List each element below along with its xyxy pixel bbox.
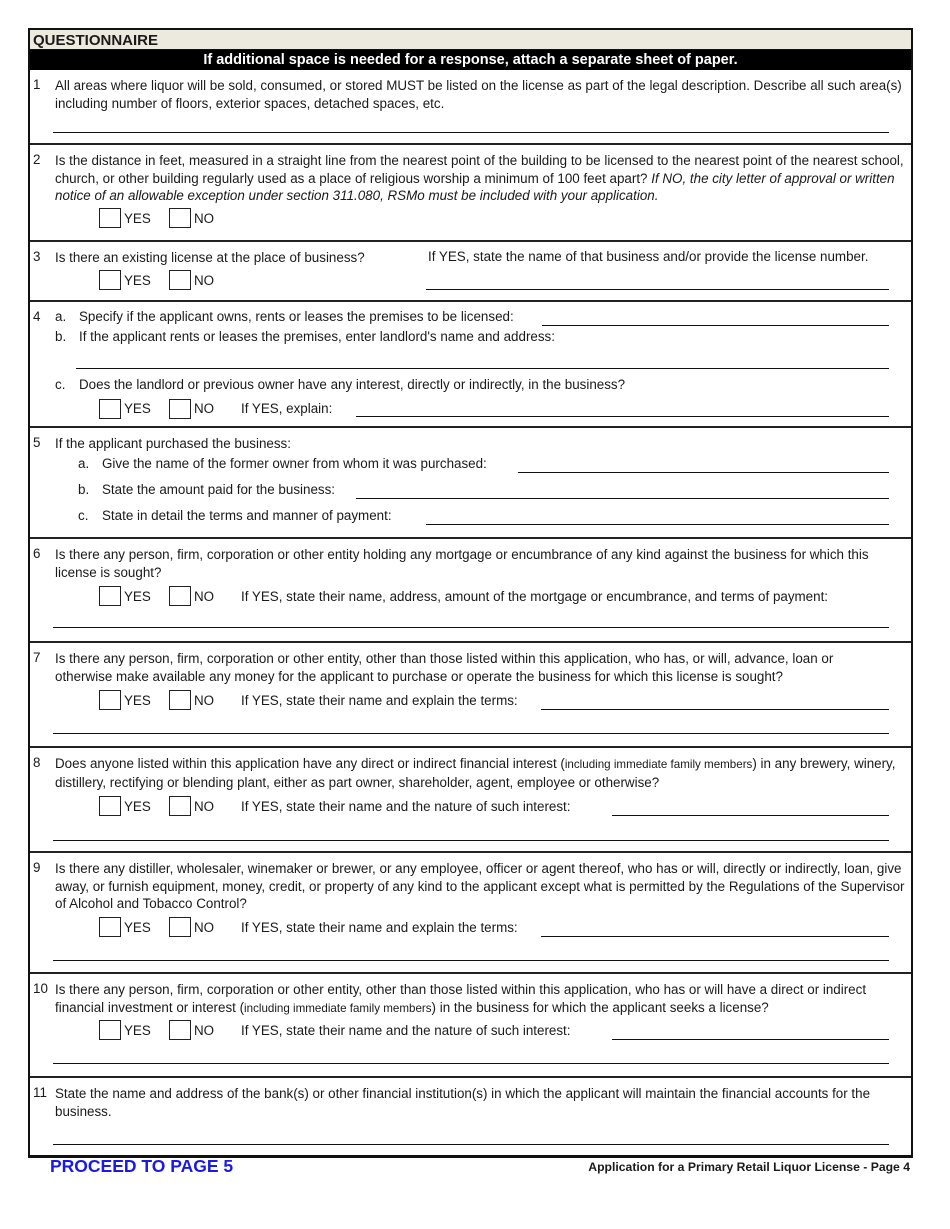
- yes-label: YES: [124, 401, 151, 416]
- question-text: Is there any distiller, wholesaler, winemaker or brewer, or any employee, officer or agent thereof, who has or will, directly or indirectly, loan, give away, or furnish equipment, money, credit, or property of any kind to the applicant except what is permitted by the Regulations of the Supervisor of Alcohol and Tobacco Control?: [55, 861, 905, 911]
- answer-line-2[interactable]: [53, 840, 889, 841]
- no-checkbox[interactable]: [169, 690, 191, 710]
- questionnaire-form: [28, 28, 913, 1158]
- answer-line-a[interactable]: [542, 325, 889, 326]
- question-number: 4: [33, 309, 41, 324]
- question-4: 4 a. Specify if the applicant owns, rents or leases the premises to be licensed: b. If the applicant rents or leases the premises, enter landlord's name and address: c. Does the landlord or previous owner have any interest, directly or indirectly, in the business? YES NO If YES, explain:: [30, 300, 911, 426]
- no-checkbox[interactable]: [169, 208, 191, 228]
- question-number: 1: [33, 77, 41, 92]
- question-number: 11: [33, 1085, 47, 1100]
- answer-line[interactable]: [426, 289, 889, 290]
- no-checkbox[interactable]: [169, 796, 191, 816]
- question-9: [30, 851, 911, 972]
- yes-checkbox[interactable]: [99, 917, 121, 937]
- answer-line[interactable]: [612, 815, 889, 816]
- no-label: NO: [194, 273, 215, 288]
- part-a-text: Specify if the applicant owns, rents or leases the premises to be licensed:: [79, 309, 514, 324]
- no-checkbox[interactable]: [169, 586, 191, 606]
- question-1: [30, 70, 911, 143]
- question-10: [30, 972, 911, 1076]
- yes-label: YES: [124, 1023, 151, 1038]
- question-2: [30, 143, 911, 240]
- answer-line[interactable]: [53, 132, 889, 133]
- answer-line-b[interactable]: [356, 498, 889, 499]
- yes-checkbox[interactable]: [99, 399, 121, 419]
- followup-text: If YES, state their name and the nature of such interest:: [241, 1023, 571, 1038]
- question-text: If the applicant purchased the business:: [55, 436, 291, 451]
- question-text: Is there an existing license at the place of business?: [55, 250, 365, 265]
- no-checkbox[interactable]: [169, 1020, 191, 1040]
- answer-line-c[interactable]: [426, 524, 889, 525]
- part-a-text: Give the name of the former owner from whom it was purchased:: [102, 456, 487, 471]
- yes-label: YES: [124, 273, 151, 288]
- yes-checkbox[interactable]: [99, 796, 121, 816]
- answer-line-2[interactable]: [53, 960, 889, 961]
- yes-label: YES: [124, 589, 151, 604]
- question-5: 5 If the applicant purchased the business: a. Give the name of the former owner from whom it was purchased: b. State the amount paid for the business: c. State in detail the terms and manner of payment:: [30, 426, 911, 537]
- followup-text: If YES, state their name and explain the terms:: [241, 693, 518, 708]
- question-number: 3: [33, 249, 41, 264]
- question-number: 10: [33, 981, 48, 996]
- followup-text: If YES, state the name of that business and/or provide the license number.: [428, 249, 869, 264]
- question-text: All areas where liquor will be sold, consumed, or stored MUST be listed on the license as part of the legal description. Describe all such area(s) including number of floors, exterior spaces, detached spaces, etc.: [55, 78, 902, 111]
- no-checkbox[interactable]: [169, 270, 191, 290]
- answer-line[interactable]: [53, 627, 889, 628]
- yes-checkbox[interactable]: [99, 1020, 121, 1040]
- followup-text: If YES, state their name and explain the terms:: [241, 920, 518, 935]
- question-text: Is there any person, firm, corporation or other entity, other than those listed within this application, who has, or will, advance, loan or otherwise make available any money for the applicant to purchase or operate the business for which this license is sought?: [55, 651, 834, 684]
- answer-line-2[interactable]: [53, 1063, 889, 1064]
- followup-text: If YES, state their name, address, amount of the mortgage or encumbrance, and terms of payment:: [241, 589, 829, 604]
- question-text: State the name and address of the bank(s) or other financial institution(s) in which the applicant will maintain the financial accounts for the business.: [55, 1086, 871, 1119]
- answer-line[interactable]: [612, 1039, 889, 1040]
- answer-line[interactable]: [541, 936, 889, 937]
- no-label: NO: [194, 401, 215, 416]
- no-checkbox[interactable]: [169, 399, 191, 419]
- question-number: 5: [33, 435, 41, 450]
- question-number: 2: [33, 152, 41, 167]
- yes-label: YES: [124, 920, 151, 935]
- followup-text: If YES, state their name and the nature of such interest:: [241, 799, 571, 814]
- part-b-text: State the amount paid for the business:: [102, 482, 335, 497]
- question-text: Is there any person, firm, corporation or other entity, other than those listed within this application, who has or will have a direct or indirect financial investment or interest (including immediate family members) in the business for which the applicant seeks a license?: [55, 982, 867, 1015]
- yes-checkbox[interactable]: [99, 270, 121, 290]
- question-note: If NO, the city letter of approval or written notice of an allowable exception under section 311.080, RSMo must be included with your application.: [55, 170, 895, 203]
- proceed-link: PROCEED TO PAGE 5: [50, 1156, 234, 1176]
- part-c-text: State in detail the terms and manner of payment:: [102, 508, 392, 523]
- question-text: Is the distance in feet, measured in a straight line from the nearest point of the building to be licensed to the nearest point of the nearest school, church, or other building regularly used as a place of religious worship a minimum of 100 feet apart?: [55, 153, 904, 186]
- question-number: 8: [33, 755, 41, 770]
- question-6: [30, 537, 911, 641]
- no-label: NO: [194, 211, 215, 226]
- answer-line-b[interactable]: [76, 368, 889, 369]
- yes-checkbox[interactable]: [99, 208, 121, 228]
- yes-label: YES: [124, 799, 151, 814]
- no-checkbox[interactable]: [169, 917, 191, 937]
- part-b-text: If the applicant rents or leases the premises, enter landlord's name and address:: [79, 329, 555, 344]
- no-label: NO: [194, 589, 215, 604]
- question-number: 6: [33, 546, 41, 561]
- question-8: [30, 746, 911, 851]
- page-label: Application for a Primary Retail Liquor License - Page 4: [588, 1160, 910, 1174]
- answer-line-c[interactable]: [356, 416, 889, 417]
- yes-label: YES: [124, 693, 151, 708]
- no-label: NO: [194, 920, 215, 935]
- question-text: Does anyone listed within this application have any direct or indirect financial interest (including immediate family members) in any brewery, winery, distillery, rectifying or blending plant, either as part owner, shareholder, agent, employee or otherwise?: [55, 756, 896, 790]
- answer-line-a[interactable]: [518, 472, 889, 473]
- yes-checkbox[interactable]: [99, 690, 121, 710]
- question-number: 7: [33, 650, 41, 665]
- yes-label: YES: [124, 211, 151, 226]
- answer-line[interactable]: [53, 1144, 889, 1145]
- section-title: QUESTIONNAIRE: [30, 30, 911, 50]
- question-11: [30, 1076, 911, 1155]
- question-number: 9: [33, 860, 41, 875]
- instruction-banner: If additional space is needed for a response, attach a separate sheet of paper.: [30, 50, 911, 70]
- part-c-text: Does the landlord or previous owner have any interest, directly or indirectly, in the business?: [79, 377, 626, 392]
- no-label: NO: [194, 693, 215, 708]
- answer-line-2[interactable]: [53, 733, 889, 734]
- question-text: Is there any person, firm, corporation or other entity holding any mortgage or encumbrance of any kind against the business for which this license is sought?: [55, 547, 869, 580]
- question-3: [30, 240, 911, 300]
- answer-line[interactable]: [541, 709, 889, 710]
- followup-text: If YES, explain:: [241, 401, 333, 416]
- no-label: NO: [194, 1023, 215, 1038]
- no-label: NO: [194, 799, 215, 814]
- yes-checkbox[interactable]: [99, 586, 121, 606]
- question-7: [30, 641, 911, 746]
